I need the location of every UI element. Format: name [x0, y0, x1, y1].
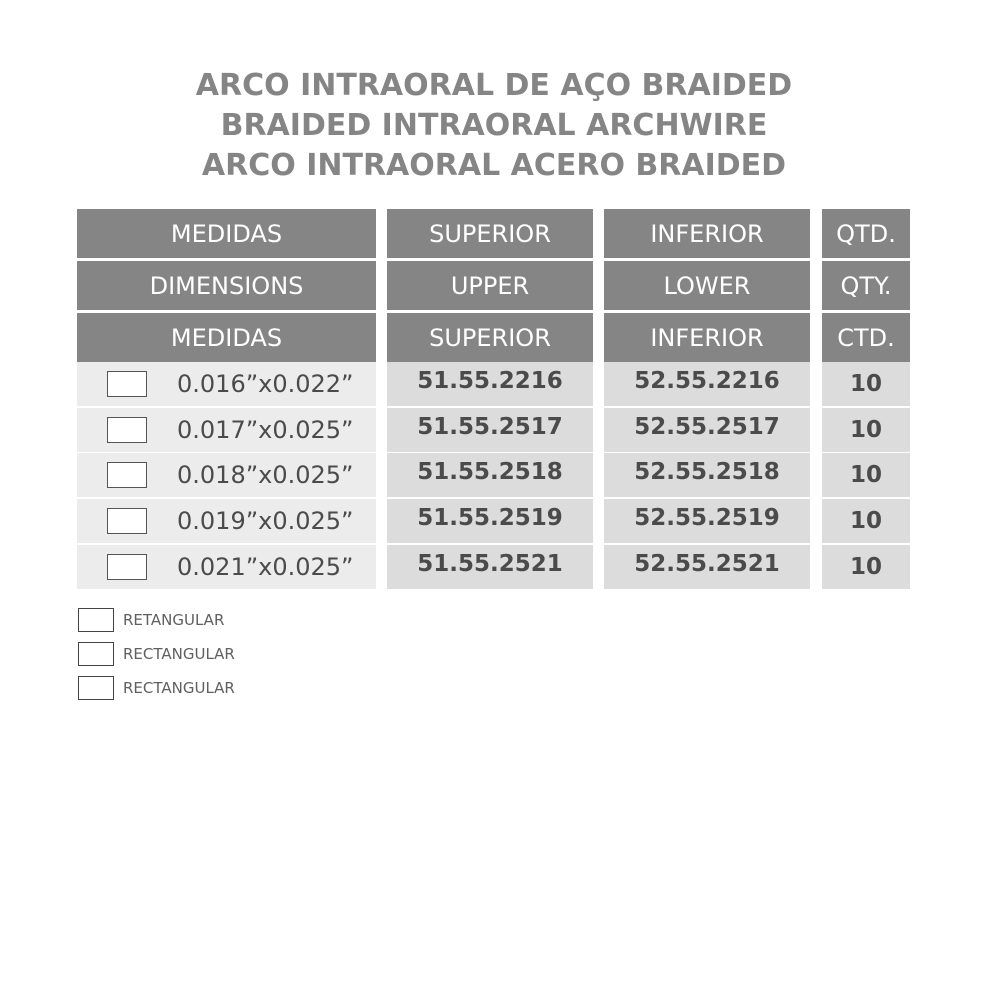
row-upper-cell: 51.55.2521	[387, 545, 593, 589]
row-upper-cell: 51.55.2519	[387, 499, 593, 543]
header-dimension-cell: MEDIDAS	[77, 209, 376, 258]
row-dimension-cell	[77, 453, 376, 497]
rectangle-icon	[78, 676, 114, 700]
legend-item	[78, 642, 235, 666]
rectangle-icon	[107, 462, 147, 488]
rectangle-icon	[107, 554, 147, 580]
legend-label: RETANGULAR	[123, 611, 225, 629]
row-upper-cell: 51.55.2517	[387, 408, 593, 452]
dimension-value: 0.021”x0.025”	[177, 553, 354, 581]
row-dimension-cell	[77, 499, 376, 543]
header-lower-cell: INFERIOR	[604, 209, 810, 258]
header-upper-cell: SUPERIOR	[387, 313, 593, 362]
header-upper-cell: SUPERIOR	[387, 209, 593, 258]
header-lower-cell: LOWER	[604, 261, 810, 310]
dimension-value: 0.019”x0.025”	[177, 507, 354, 535]
header-qty-cell: QTY.	[822, 261, 910, 310]
row-lower-cell: 52.55.2216	[604, 362, 810, 406]
row-lower-cell: 52.55.2517	[604, 408, 810, 452]
title-portuguese: ARCO INTRAORAL DE AÇO BRAIDED	[195, 68, 793, 103]
row-qty-cell: 10	[822, 453, 910, 497]
header-qty-cell: CTD.	[822, 313, 910, 362]
header-dimension-cell: MEDIDAS	[77, 313, 376, 362]
rectangle-icon	[107, 417, 147, 443]
row-lower-cell: 52.55.2518	[604, 453, 810, 497]
dimension-value: 0.018”x0.025”	[177, 461, 354, 489]
dimension-value: 0.016”x0.022”	[177, 370, 354, 398]
rectangle-icon	[78, 608, 114, 632]
row-upper-cell: 51.55.2518	[387, 453, 593, 497]
legend-item	[78, 676, 235, 700]
row-dimension-cell	[77, 362, 376, 406]
rectangle-icon	[107, 508, 147, 534]
row-dimension-cell	[77, 408, 376, 452]
row-qty-cell: 10	[822, 408, 910, 452]
row-lower-cell: 52.55.2521	[604, 545, 810, 589]
header-dimension-cell: DIMENSIONS	[77, 261, 376, 310]
legend-item	[78, 608, 224, 632]
row-qty-cell: 10	[822, 362, 910, 406]
dimension-value: 0.017”x0.025”	[177, 416, 354, 444]
rectangle-icon	[107, 371, 147, 397]
header-lower-cell: INFERIOR	[604, 313, 810, 362]
rectangle-icon	[78, 642, 114, 666]
title-block	[0, 66, 988, 186]
header-qty-cell: QTD.	[822, 209, 910, 258]
title-spanish: ARCO INTRAORAL ACERO BRAIDED	[201, 148, 787, 183]
row-dimension-cell	[77, 545, 376, 589]
legend-label: RECTANGULAR	[123, 645, 235, 663]
row-upper-cell: 51.55.2216	[387, 362, 593, 406]
row-lower-cell: 52.55.2519	[604, 499, 810, 543]
header-upper-cell: UPPER	[387, 261, 593, 310]
row-qty-cell: 10	[822, 499, 910, 543]
row-qty-cell: 10	[822, 545, 910, 589]
legend-label: RECTANGULAR	[123, 679, 235, 697]
title-english: BRAIDED INTRAORAL ARCHWIRE	[220, 108, 768, 143]
